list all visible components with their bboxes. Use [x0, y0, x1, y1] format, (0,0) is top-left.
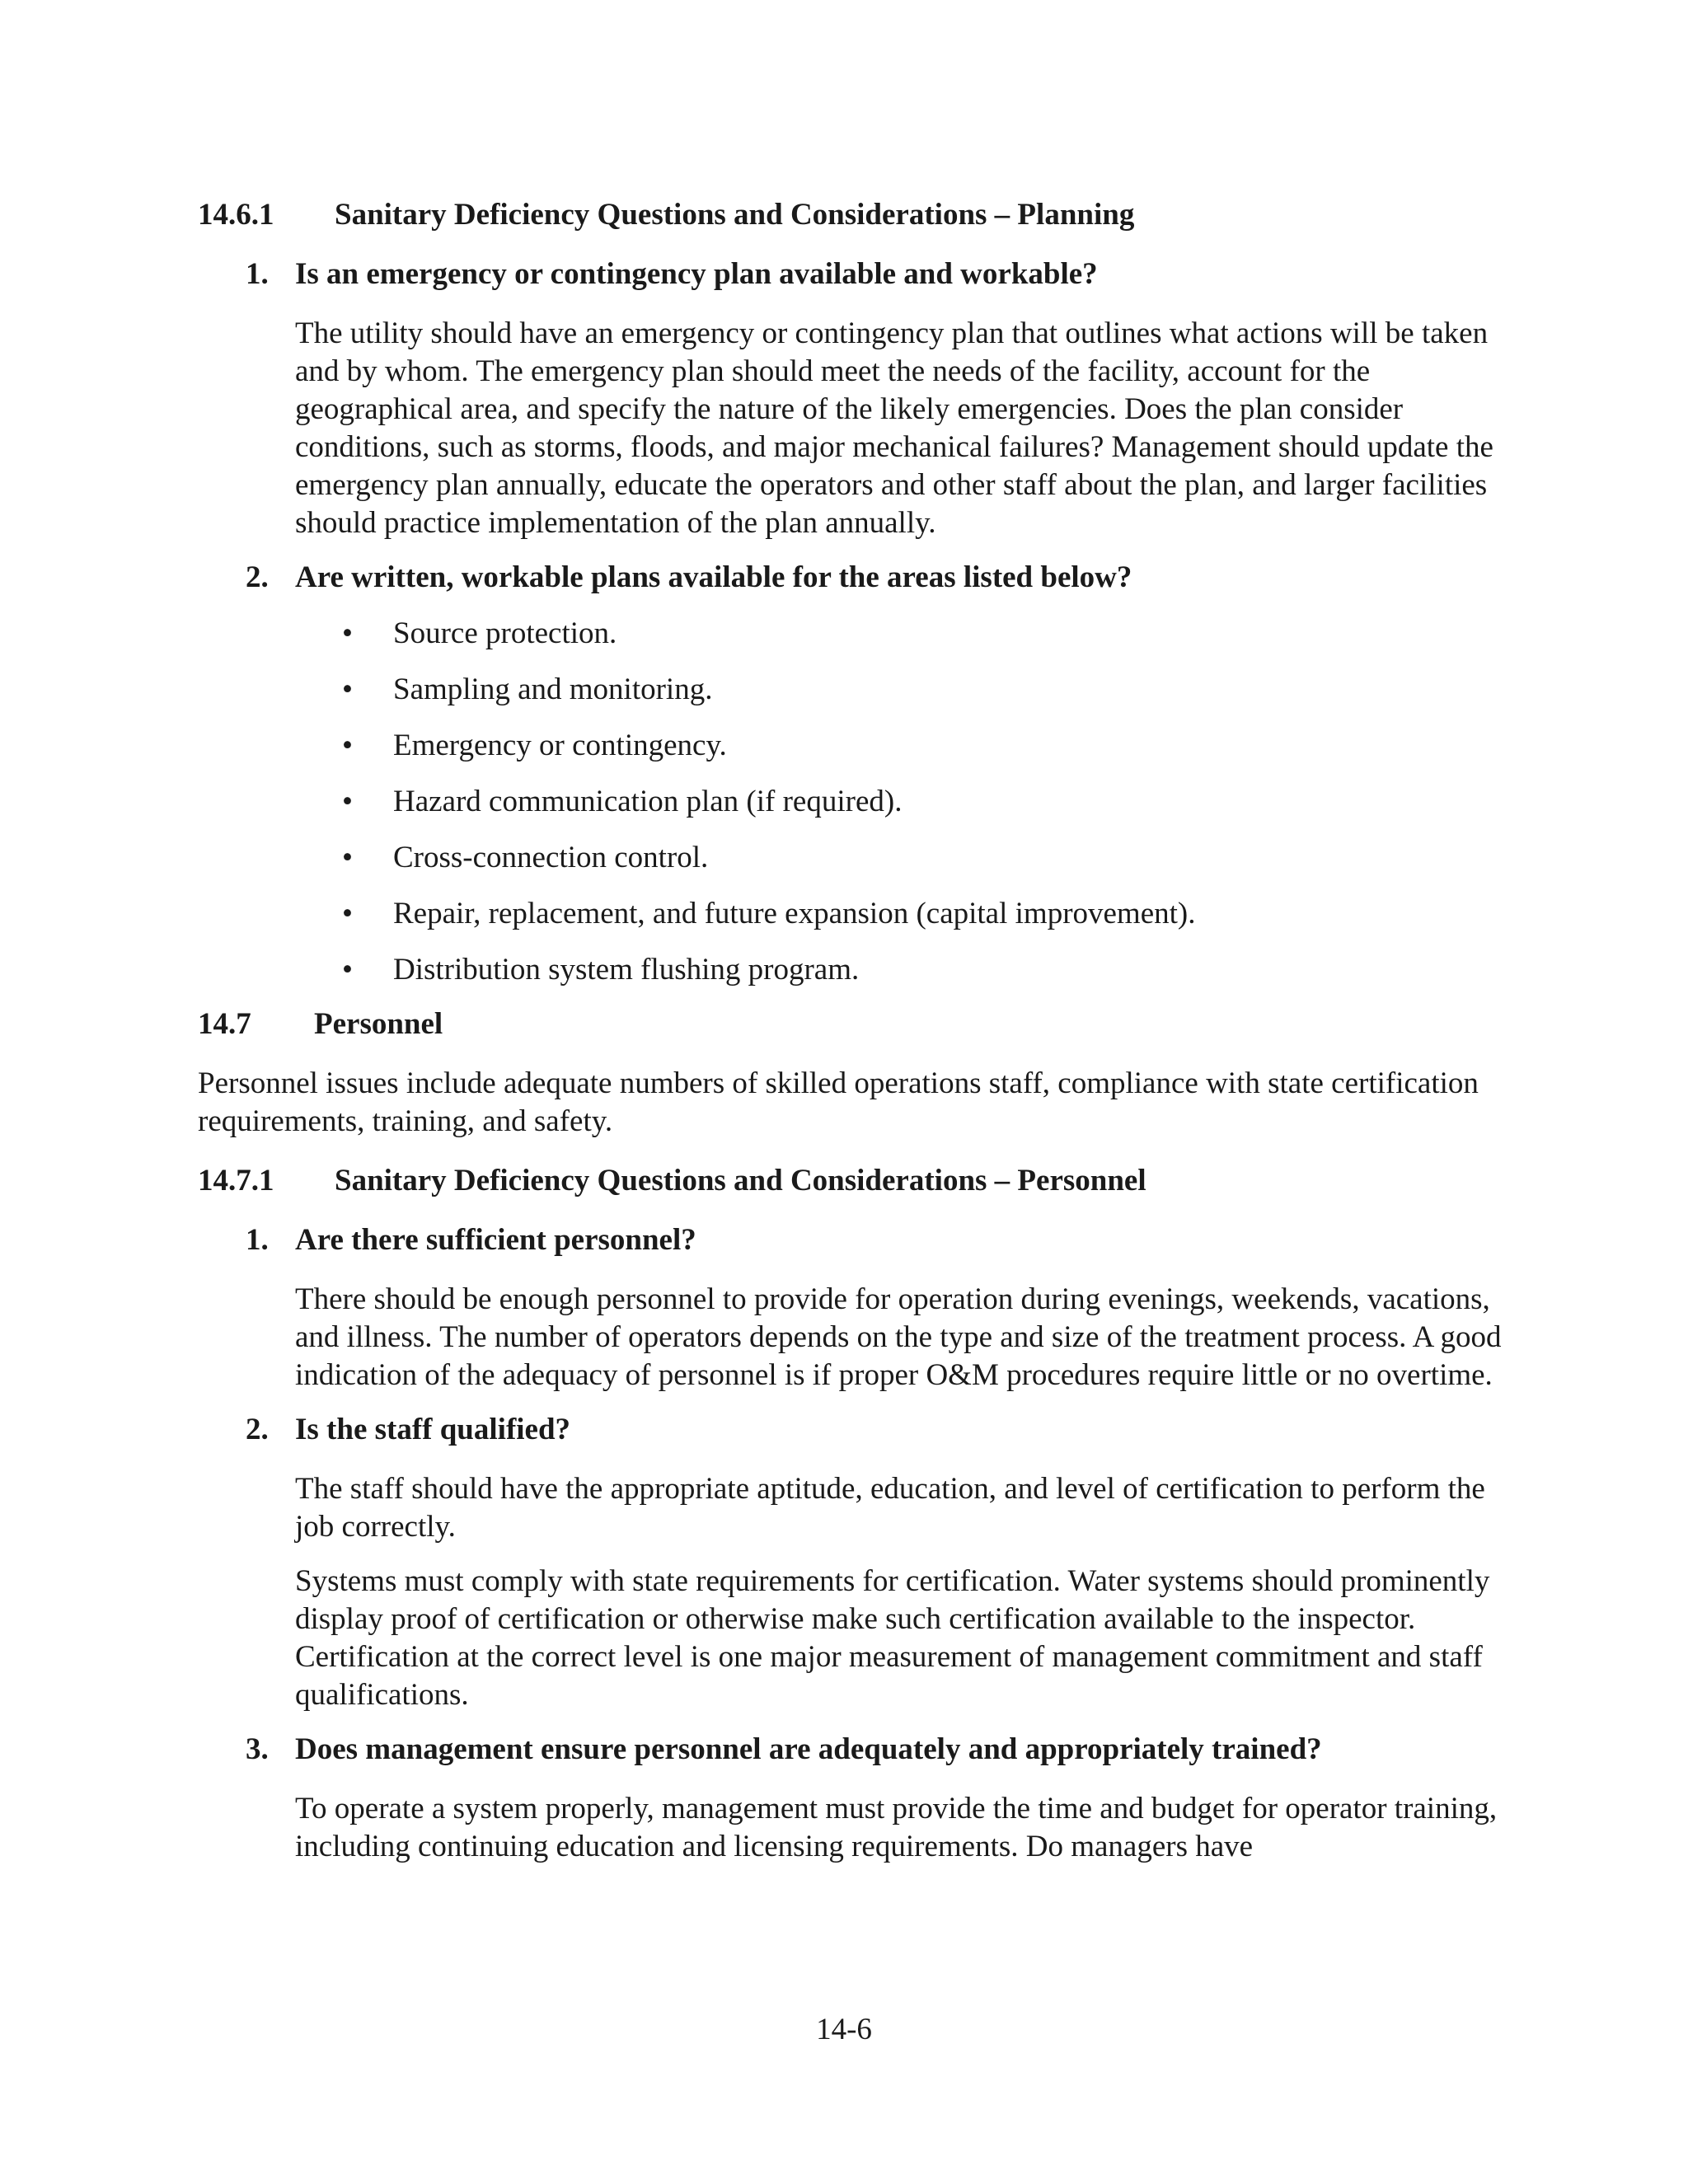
- plan-areas-list: [198, 615, 1517, 989]
- question-2-personnel-body-1: The staff should have the appropriate aptitude, education, and level of certification to perform the job correctly.: [295, 1472, 1485, 1544]
- list-item: • Cross-connection control.: [342, 839, 1517, 877]
- question-2-personnel-body-2: Systems must comply with state requirements for certification. Water systems should prominently display proof of certification or otherwise make such certification available to the inspector. Certification at the correct level is one major measurement of management commitment and staff qualifications.: [295, 1564, 1490, 1712]
- question-2-planning: [198, 559, 1517, 597]
- question-3-personnel-body: To operate a system properly, management must provide the time and budget for operator training, including continuing education and licensing requirements. Do managers have: [295, 1792, 1498, 1863]
- bullet-icon: •: [342, 616, 353, 650]
- section-title: Sanitary Deficiency Questions and Considerations – Personnel: [335, 1164, 1146, 1197]
- section-number: 14.6.1: [198, 198, 274, 232]
- section-heading-14-7-1: [198, 1162, 1517, 1200]
- page-number: 14-6: [816, 2013, 872, 2046]
- section-heading-14-7: [198, 1005, 1517, 1043]
- question-text: Does management ensure personnel are adequately and appropriately trained?: [295, 1732, 1322, 1766]
- list-item: • Source protection.: [342, 615, 1517, 653]
- page-content: [198, 196, 1517, 1866]
- question-text: Is the staff qualified?: [295, 1413, 571, 1446]
- bullet-icon: •: [342, 897, 353, 930]
- question-number: 2.: [246, 1413, 269, 1446]
- question-2-personnel: [198, 1411, 1517, 1449]
- question-text: Is an emergency or contingency plan available and workable?: [295, 257, 1098, 291]
- bullet-icon: •: [342, 785, 353, 818]
- question-3-personnel: [198, 1731, 1517, 1769]
- list-item: • Emergency or contingency.: [342, 727, 1517, 765]
- section-heading-14-6-1: [198, 196, 1517, 234]
- question-number: 2.: [246, 560, 269, 594]
- section-title: Personnel: [314, 1007, 443, 1041]
- question-text: Are there sufficient personnel?: [295, 1223, 696, 1257]
- personnel-intro: Personnel issues include adequate numbers of skilled operations staff, compliance with state certification requirements, training, and safety.: [198, 1066, 1479, 1138]
- question-text: Are written, workable plans available for the areas listed below?: [295, 560, 1132, 594]
- question-1-personnel-body: There should be enough personnel to provide for operation during evenings, weekends, vacations, and illness. The number of operators depends on the type and size of the treatment process. A good indication of the adequacy of personnel is if proper O&M procedures require little or no overtime.: [295, 1282, 1502, 1392]
- question-number: 3.: [246, 1732, 269, 1766]
- question-number: 1.: [246, 1223, 269, 1257]
- bullet-icon: •: [342, 953, 353, 987]
- question-1-body: The utility should have an emergency or contingency plan that outlines what actions will be taken and by whom. The emergency plan should meet the needs of the facility, account for the geographical area, and specify the nature of the likely emergencies. Does the plan consider conditions, such as storms, floods, and major mechanical failures? Management should update the emergency plan annually, educate the operators and other staff about the plan, and larger facilities should practice implementation of the plan annually.: [295, 316, 1493, 540]
- list-item: • Repair, replacement, and future expansion (capital improvement).: [342, 895, 1517, 933]
- section-title: Sanitary Deficiency Questions and Considerations – Planning: [335, 198, 1135, 232]
- list-item: • Distribution system flushing program.: [342, 951, 1517, 989]
- section-number: 14.7: [198, 1007, 251, 1041]
- bullet-icon: •: [342, 841, 353, 874]
- question-1-planning: [198, 255, 1517, 293]
- list-item: • Sampling and monitoring.: [342, 671, 1517, 709]
- bullet-icon: •: [342, 673, 353, 706]
- list-item: • Hazard communication plan (if required).: [342, 783, 1517, 821]
- section-number: 14.7.1: [198, 1164, 274, 1197]
- question-1-personnel: [198, 1221, 1517, 1259]
- question-number: 1.: [246, 257, 269, 291]
- bullet-icon: •: [342, 729, 353, 762]
